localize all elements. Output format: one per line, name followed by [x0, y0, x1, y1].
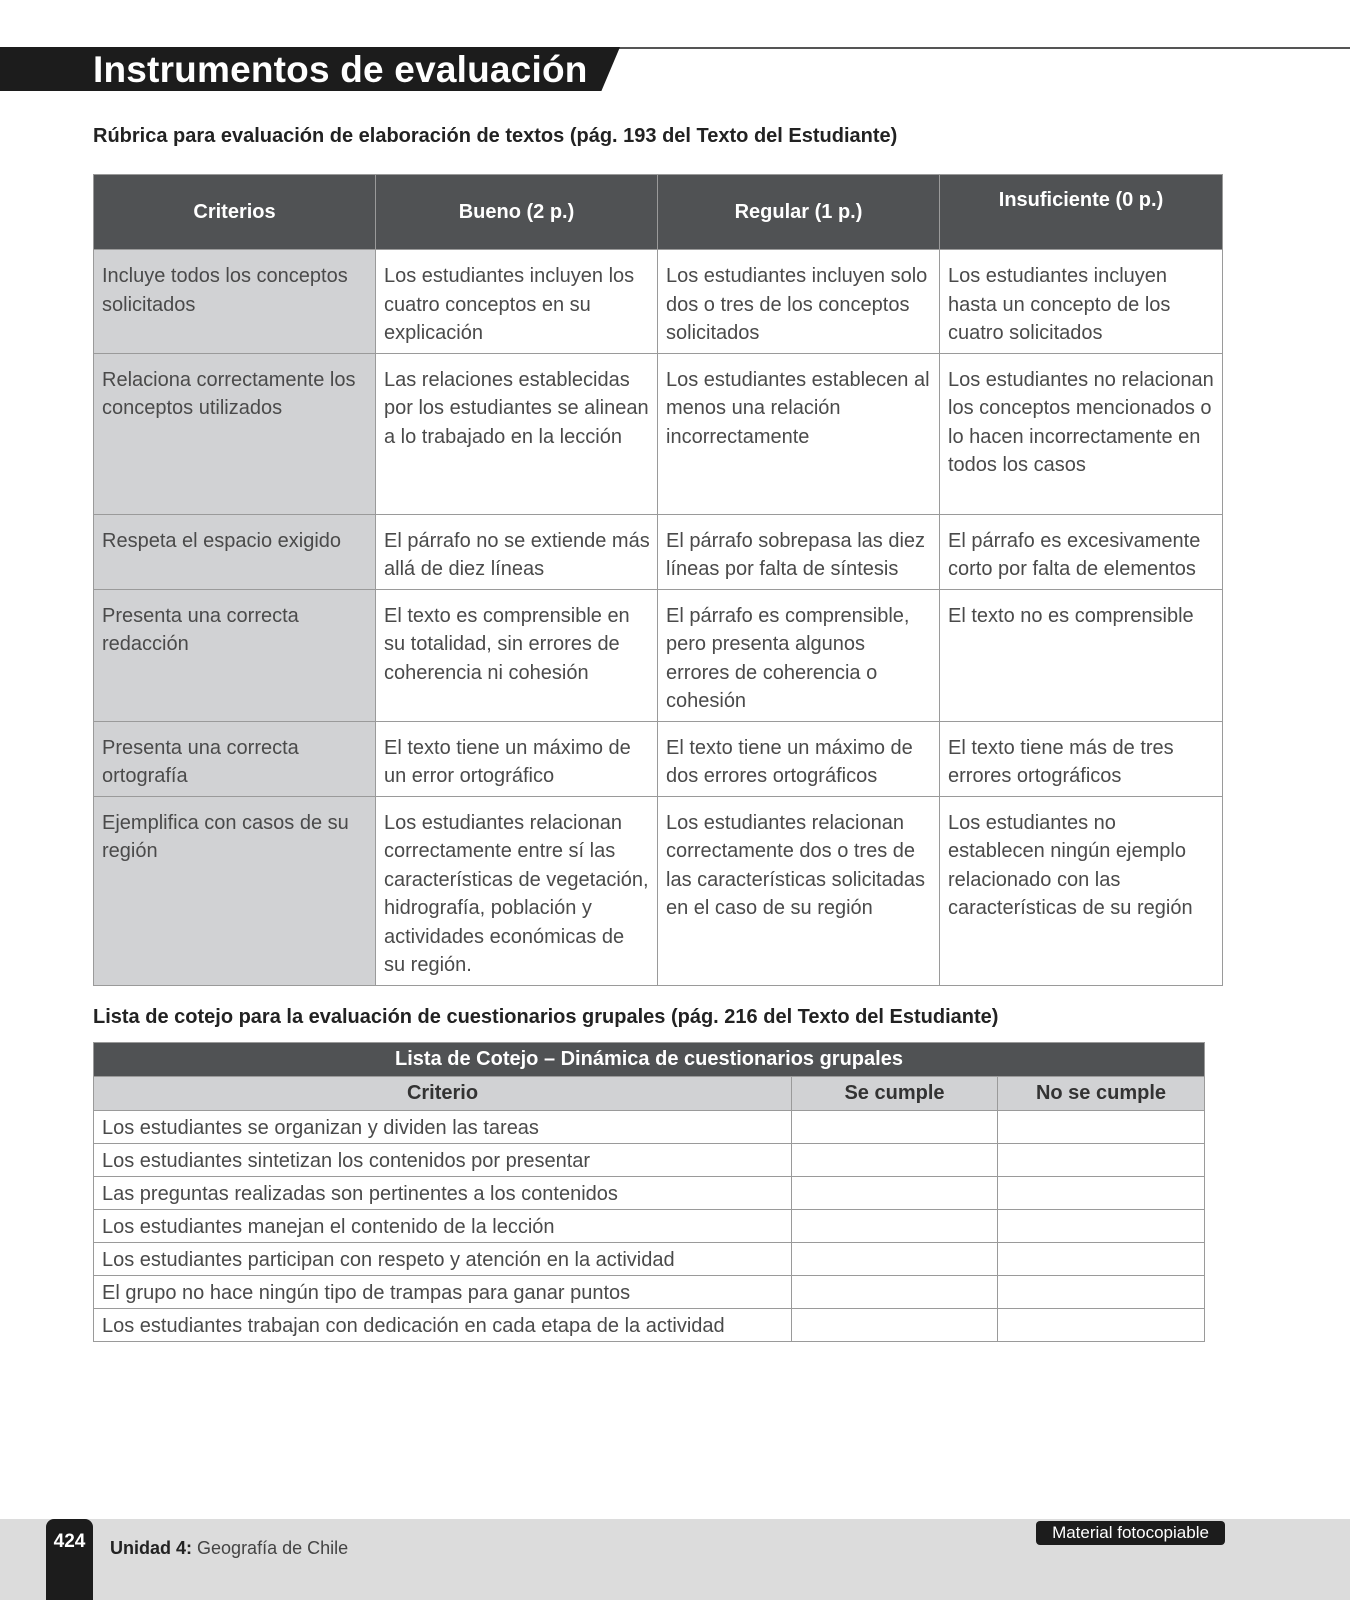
rubric-cell: El párrafo no se extiende más allá de diez líneas — [376, 514, 658, 589]
rubric-cell: El párrafo es comprensible, pero presenta algunos errores de coherencia o cohesión — [658, 589, 940, 721]
rubric-header-insuficiente: Insuficiente (0 p.) — [940, 175, 1223, 250]
rubric-cell: Los estudiantes relacionan correctamente entre sí las características de vegetación, hidrografía, población y actividades económicas de su región. — [376, 796, 658, 985]
rubric-cell: Los estudiantes incluyen los cuatro conceptos en su explicación — [376, 250, 658, 354]
checklist-table — [93, 1042, 1205, 1342]
checklist-header-criterio: Criterio — [94, 1077, 792, 1111]
footer-unit-label: Unidad 4: — [110, 1538, 193, 1558]
rubric-cell: Los estudiantes no establecen ningún ejemplo relacionado con las características de su región — [940, 796, 1223, 985]
rubric-cell: El párrafo es excesivamente corto por falta de elementos — [940, 514, 1223, 589]
table-row — [94, 1111, 1205, 1144]
rubric-cell: Los estudiantes incluyen hasta un concepto de los cuatro solicitados — [940, 250, 1223, 354]
rubric-criterion: Relaciona correctamente los conceptos utilizados — [94, 353, 376, 514]
rubric-cell: Los estudiantes establecen al menos una relación incorrectamente — [658, 353, 940, 514]
rubric-cell: El texto tiene más de tres errores ortográficos — [940, 721, 1223, 796]
se-cumple-cell[interactable] — [792, 1177, 998, 1210]
no-se-cumple-cell[interactable] — [998, 1210, 1205, 1243]
rubric-table — [93, 174, 1223, 986]
table-row — [94, 1276, 1205, 1309]
checklist-criterion: Las preguntas realizadas son pertinentes a los contenidos — [94, 1177, 792, 1210]
table-row — [94, 1243, 1205, 1276]
table-row — [94, 353, 1223, 514]
checklist-heading: Lista de cotejo para la evaluación de cuestionarios grupales (pág. 216 del Texto del Estudiante) — [93, 1006, 999, 1028]
no-se-cumple-cell[interactable] — [998, 1111, 1205, 1144]
footer-unit — [110, 1538, 348, 1559]
checklist-criterion: Los estudiantes manejan el contenido de la lección — [94, 1210, 792, 1243]
rubric-criterion: Presenta una correcta redacción — [94, 589, 376, 721]
checklist-caption: Lista de Cotejo – Dinámica de cuestionarios grupales — [94, 1043, 1205, 1077]
page-number: 424 — [53, 1531, 86, 1552]
rubric-criterion: Ejemplifica con casos de su región — [94, 796, 376, 985]
rubric-criterion: Incluye todos los conceptos solicitados — [94, 250, 376, 354]
checklist-criterion: Los estudiantes sintetizan los contenidos por presentar — [94, 1144, 792, 1177]
checklist-caption-row — [94, 1043, 1205, 1077]
rubric-cell: El texto tiene un máximo de un error ortográfico — [376, 721, 658, 796]
se-cumple-cell[interactable] — [792, 1276, 998, 1309]
page-title: Instrumentos de evaluación — [93, 49, 588, 90]
rubric-cell: El párrafo sobrepasa las diez líneas por falta de síntesis — [658, 514, 940, 589]
no-se-cumple-cell[interactable] — [998, 1276, 1205, 1309]
no-se-cumple-cell[interactable] — [998, 1144, 1205, 1177]
rubric-header-regular: Regular (1 p.) — [658, 175, 940, 250]
checklist-header-no-se-cumple: No se cumple — [998, 1077, 1205, 1111]
se-cumple-cell[interactable] — [792, 1111, 998, 1144]
rubric-cell: El texto tiene un máximo de dos errores ortográficos — [658, 721, 940, 796]
table-row — [94, 514, 1223, 589]
table-row — [94, 1210, 1205, 1243]
table-row — [94, 589, 1223, 721]
table-row — [94, 1144, 1205, 1177]
rubric-cell: Las relaciones establecidas por los estudiantes se alinean a lo trabajado en la lección — [376, 353, 658, 514]
table-row — [94, 796, 1223, 985]
table-row — [94, 1309, 1205, 1342]
checklist-criterion: El grupo no hace ningún tipo de trampas para ganar puntos — [94, 1276, 792, 1309]
checklist-header-row — [94, 1077, 1205, 1111]
rubric-cell: Los estudiantes no relacionan los conceptos mencionados o lo hacen incorrectamente en todos los casos — [940, 353, 1223, 514]
se-cumple-cell[interactable] — [792, 1210, 998, 1243]
checklist-criterion: Los estudiantes se organizan y dividen las tareas — [94, 1111, 792, 1144]
rubric-heading: Rúbrica para evaluación de elaboración de textos (pág. 193 del Texto del Estudiante) — [93, 125, 898, 147]
table-row — [94, 1177, 1205, 1210]
checklist-criterion: Los estudiantes participan con respeto y atención en la actividad — [94, 1243, 792, 1276]
rubric-cell: El texto no es comprensible — [940, 589, 1223, 721]
se-cumple-cell[interactable] — [792, 1144, 998, 1177]
rubric-cell: El texto es comprensible en su totalidad, sin errores de coherencia ni cohesión — [376, 589, 658, 721]
checklist-header-se-cumple: Se cumple — [792, 1077, 998, 1111]
rubric-cell: Los estudiantes relacionan correctamente dos o tres de las características solicitadas en el caso de su región — [658, 796, 940, 985]
rubric-header-criterios: Criterios — [94, 175, 376, 250]
rubric-criterion: Respeta el espacio exigido — [94, 514, 376, 589]
no-se-cumple-cell[interactable] — [998, 1177, 1205, 1210]
table-row — [94, 250, 1223, 354]
footer-unit-name: Geografía de Chile — [197, 1538, 349, 1558]
se-cumple-cell[interactable] — [792, 1309, 998, 1342]
photocopy-badge: Material fotocopiable — [1036, 1521, 1225, 1545]
rubric-header-bueno: Bueno (2 p.) — [376, 175, 658, 250]
table-row — [94, 721, 1223, 796]
rubric-cell: Los estudiantes incluyen solo dos o tres de los conceptos solicitados — [658, 250, 940, 354]
checklist-criterion: Los estudiantes trabajan con dedicación en cada etapa de la actividad — [94, 1309, 792, 1342]
se-cumple-cell[interactable] — [792, 1243, 998, 1276]
no-se-cumple-cell[interactable] — [998, 1309, 1205, 1342]
rubric-criterion: Presenta una correcta ortografía — [94, 721, 376, 796]
no-se-cumple-cell[interactable] — [998, 1243, 1205, 1276]
rubric-header-row — [94, 175, 1223, 250]
